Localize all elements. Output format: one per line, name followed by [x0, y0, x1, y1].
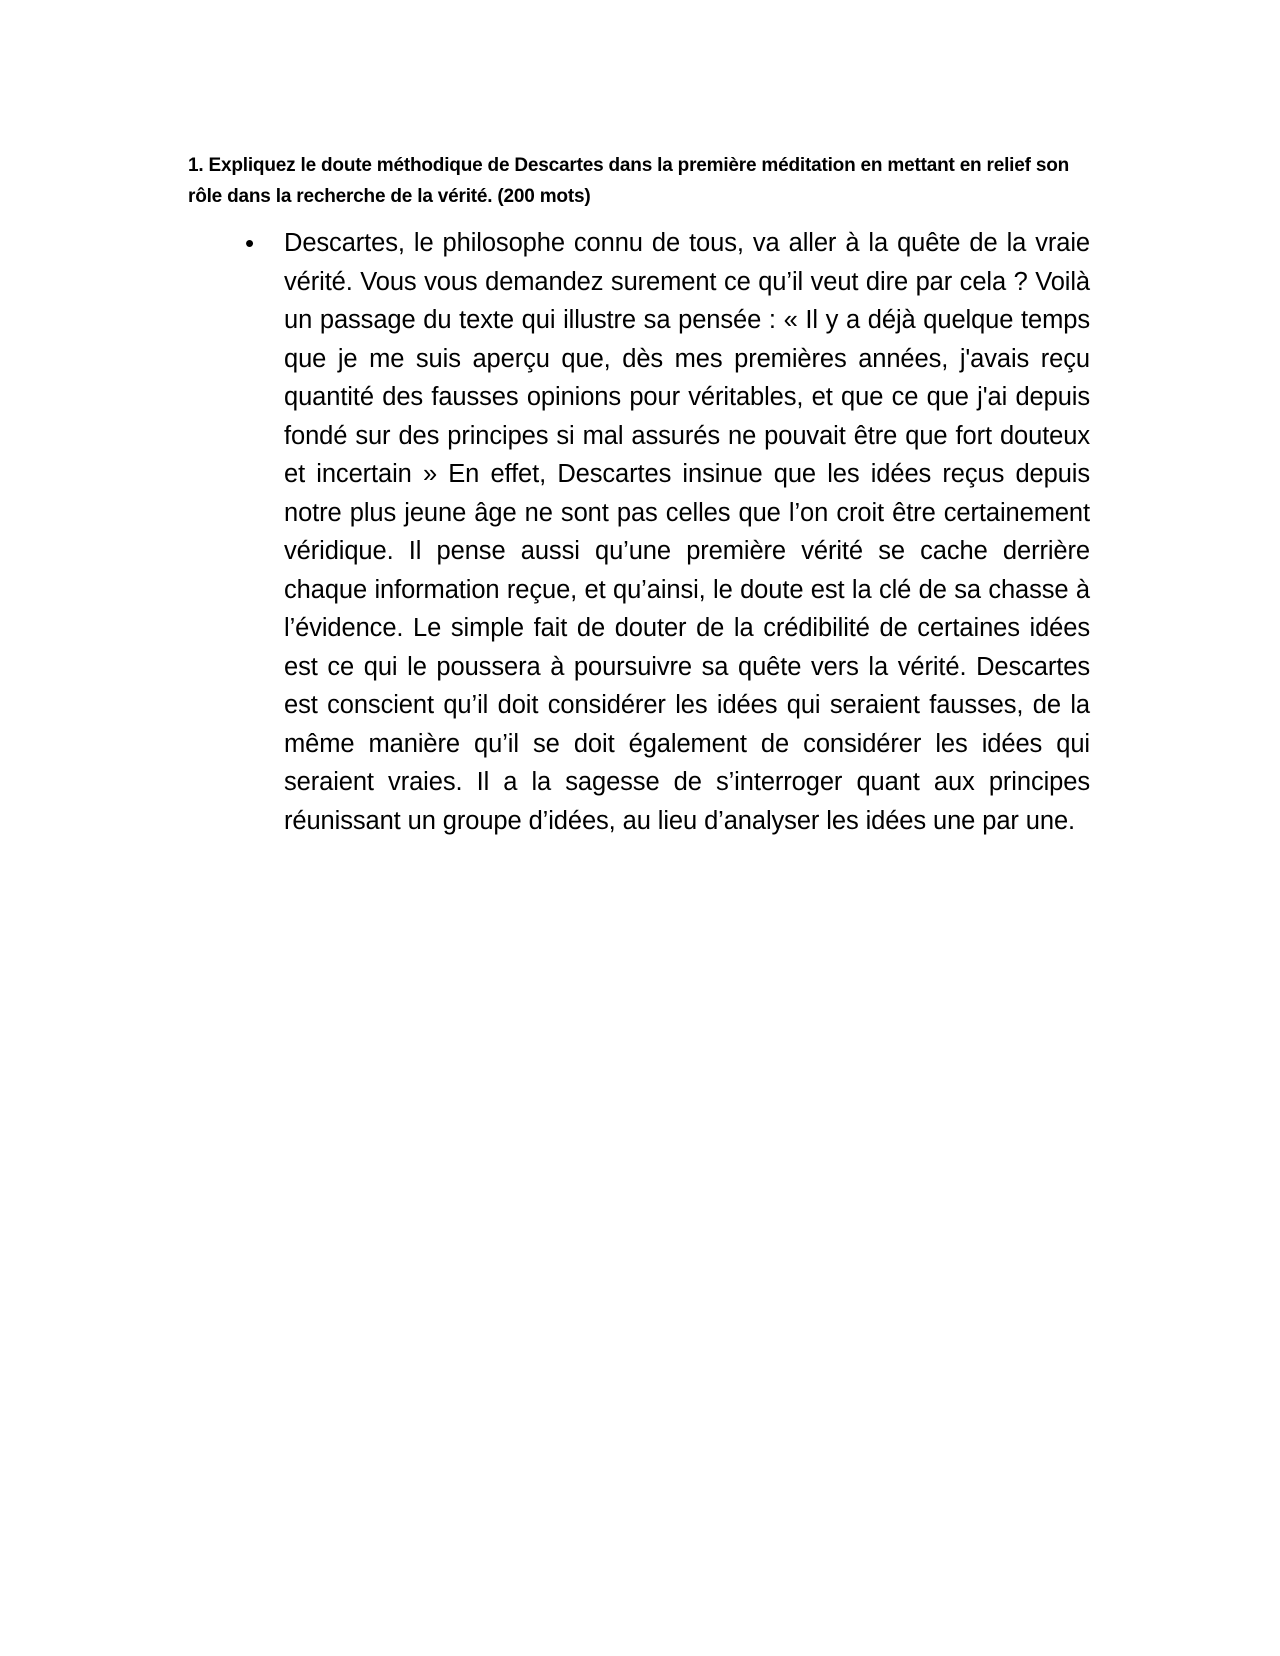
- answer-list: [240, 224, 1090, 840]
- bullet-icon: •: [245, 228, 255, 258]
- list-item: [240, 224, 1090, 840]
- answer-paragraph: Descartes, le philosophe connu de tous, va aller à la quête de la vraie vérité. Vous vous demandez surement ce qu’il veut dire par cela ? Voilà un passage du texte qui illustre sa pensée : « Il y a déjà quelque temps que je me suis aperçu que, dès mes premières années, j'avais reçu quantité des fausses opinions pour véritables, et que ce que j'ai depuis fondé sur des principes si mal assurés ne pouvait être que fort douteux et incertain » En effet, Descartes insinue que les idées reçus depuis notre plus jeune âge ne sont pas celles que l’on croit être certainement véridique. Il pense aussi qu’une première vérité se cache derrière chaque information reçue, et qu’ainsi, le doute est la clé de sa chasse à l’évidence. Le simple fait de douter de la crédibilité de certaines idées est ce qui le poussera à poursuivre sa quête vers la vérité. Descartes est conscient qu’il doit considérer les idées qui seraient fausses, de la même manière qu’il se doit également de considérer les idées qui seraient vraies. Il a la sagesse de s’interroger quant aux principes réunissant un groupe d’idées, au lieu d’analyser les idées une par une.: [284, 229, 1090, 835]
- question-heading: 1. Expliquez le doute méthodique de Descartes dans la première méditation en mettant en relief son rôle dans la recherche de la vérité. (200 mots): [188, 155, 1070, 207]
